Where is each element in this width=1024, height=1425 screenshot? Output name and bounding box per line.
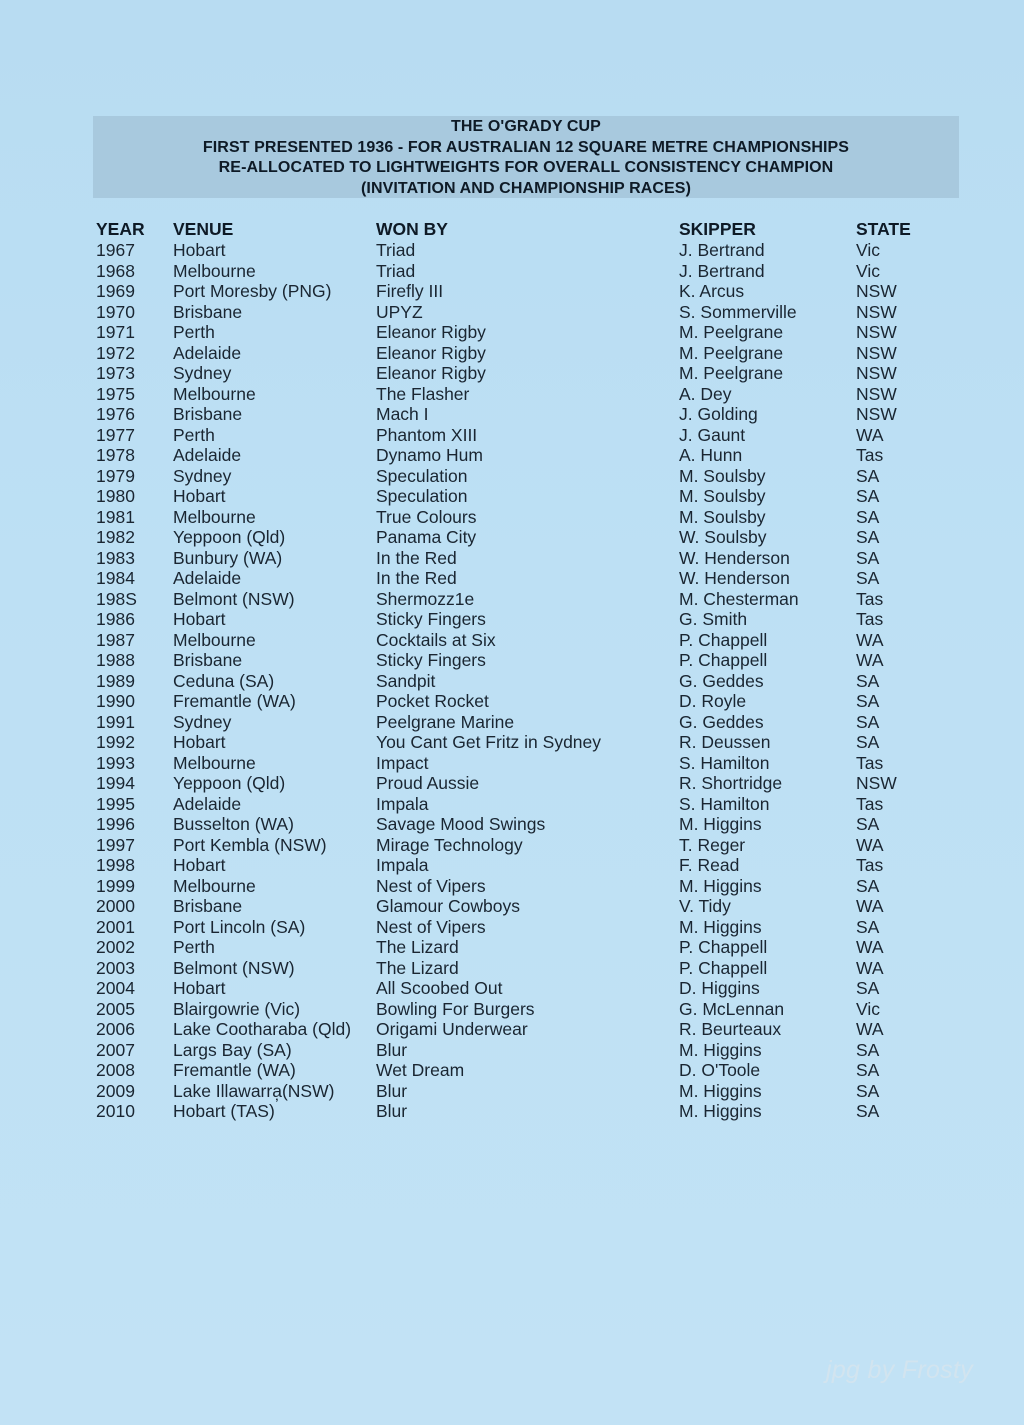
state-cell: SA <box>856 732 880 752</box>
won-by-cell: The Lizard <box>376 937 459 957</box>
venue-cell: Sydney <box>173 711 232 732</box>
venue-cell: Busselton (WA) <box>173 814 294 834</box>
title-line-1: THE O'GRADY CUP <box>451 118 601 135</box>
state-cell: WA <box>856 650 884 670</box>
skipper-cell: M. Soulsby <box>679 486 766 506</box>
venue-cell: Hobart <box>173 609 226 629</box>
table-row <box>96 958 936 979</box>
venue-cell: Perth <box>173 937 215 957</box>
year-cell: 1981 <box>96 506 135 527</box>
venue-cell: Belmont (NSW) <box>173 588 295 609</box>
venue-cell: Largs Bay (SA) <box>173 1039 292 1060</box>
venue-cell: Brisbane <box>173 896 243 916</box>
skipper-cell: M. Higgins <box>679 1080 762 1101</box>
won-by-cell: The Flasher <box>376 383 470 404</box>
year-cell: 1997 <box>96 834 135 855</box>
state-cell: Tas <box>856 752 884 773</box>
state-cell: SA <box>856 875 880 896</box>
state-cell: Vic <box>856 998 880 1019</box>
skipper-cell: M. Soulsby <box>679 506 766 527</box>
won-by-cell: Sandpit <box>376 670 436 691</box>
year-cell: 2002 <box>96 937 135 957</box>
year-cell: 1968 <box>96 260 135 281</box>
venue-cell: Adelaide <box>173 445 242 465</box>
state-cell: SA <box>856 486 880 506</box>
table-row <box>96 568 936 589</box>
won-by-cell: Triad <box>376 240 416 260</box>
watermark: jpg by Frosty <box>826 1356 974 1384</box>
year-cell: 1975 <box>96 383 135 404</box>
year-cell: 2000 <box>96 896 135 916</box>
year-cell: 1989 <box>96 670 135 691</box>
table-row <box>96 486 936 507</box>
won-by-cell: In the Red <box>376 568 457 588</box>
skipper-cell: R. Deussen <box>679 732 771 752</box>
state-cell: WA <box>856 957 884 978</box>
state-cell: SA <box>856 670 880 691</box>
won-by-cell: Savage Mood Swings <box>376 814 546 834</box>
venue-cell: Perth <box>173 322 215 342</box>
year-cell: 1973 <box>96 363 135 383</box>
table-row <box>96 343 936 364</box>
table-row <box>96 302 936 323</box>
year-cell: 2004 <box>96 978 135 998</box>
table-row <box>96 876 936 897</box>
venue-cell: Melbourne <box>173 260 256 281</box>
skipper-cell: W. Henderson <box>679 568 790 588</box>
venue-cell: Hobart <box>173 732 226 752</box>
table-row <box>96 404 936 425</box>
won-by-cell: Sticky Fingers <box>376 650 486 670</box>
table-row <box>96 466 936 487</box>
state-cell: NSW <box>856 301 897 322</box>
skipper-cell: M. Higgins <box>679 1101 762 1121</box>
year-cell: 1978 <box>96 445 135 465</box>
skipper-cell: A. Hunn <box>679 445 743 465</box>
year-cell: 1967 <box>96 240 135 260</box>
table-row <box>96 630 936 651</box>
won-by-cell: In the Red <box>376 547 457 568</box>
year-cell: 1969 <box>96 281 135 301</box>
state-cell: Tas <box>856 855 884 875</box>
venue-cell: Melbourne <box>173 506 256 527</box>
won-by-cell: Glamour Cowboys <box>376 896 520 916</box>
won-by-cell: Sticky Fingers <box>376 609 486 629</box>
venue-cell: Melbourne <box>173 752 256 773</box>
state-cell: SA <box>856 691 880 711</box>
venue-cell: Hobart <box>173 978 226 998</box>
skipper-cell: K. Arcus <box>679 281 745 301</box>
won-by-cell: Eleanor Rigby <box>376 322 486 342</box>
won-by-cell: Nest of Vipers <box>376 875 486 896</box>
state-cell: NSW <box>856 773 897 793</box>
won-by-cell: Mirage Technology <box>376 834 523 855</box>
year-cell: 2003 <box>96 957 135 978</box>
year-cell: 2006 <box>96 1019 135 1039</box>
table-row <box>96 917 936 938</box>
skipper-cell: V. Tidy <box>679 896 731 916</box>
state-cell: WA <box>856 896 884 916</box>
skipper-cell: P. Chappell <box>679 957 768 978</box>
won-by-cell: Pocket Rocket <box>376 691 489 711</box>
won-by-cell: Impact <box>376 752 429 773</box>
state-cell: SA <box>856 527 880 547</box>
column-header-state: STATE <box>856 218 911 239</box>
state-cell: SA <box>856 506 880 527</box>
table-row <box>96 650 936 671</box>
skipper-cell: R. Beurteaux <box>679 1019 782 1039</box>
state-cell: NSW <box>856 404 897 424</box>
state-cell: Vic <box>856 260 880 281</box>
table-row <box>96 999 936 1020</box>
won-by-cell: You Cant Get Fritz in Sydney <box>376 732 602 752</box>
venue-cell: Port Kembla (NSW) <box>173 834 327 855</box>
venue-cell: Port Lincoln (SA) <box>173 916 306 937</box>
column-header-year: YEAR <box>96 218 145 239</box>
year-cell: 1976 <box>96 404 135 424</box>
year-cell: 1984 <box>96 568 135 588</box>
state-cell: Vic <box>856 240 880 260</box>
skipper-cell: S. Hamilton <box>679 752 770 773</box>
state-cell: Tas <box>856 609 884 629</box>
skipper-cell: M. Higgins <box>679 814 762 834</box>
won-by-cell: Impala <box>376 793 429 814</box>
won-by-cell: Phantom XIII <box>376 424 478 445</box>
year-cell: 1993 <box>96 752 135 773</box>
table-row <box>96 363 936 384</box>
state-cell: WA <box>856 834 884 855</box>
table-row <box>96 732 936 753</box>
skipper-cell: P. Chappell <box>679 937 768 957</box>
year-cell: 1988 <box>96 650 135 670</box>
won-by-cell: Eleanor Rigby <box>376 363 486 383</box>
table-row <box>96 671 936 692</box>
venue-cell: Fremantle (WA) <box>173 691 296 711</box>
state-cell: SA <box>856 916 880 937</box>
state-cell: SA <box>856 568 880 588</box>
won-by-cell: Panama City <box>376 527 477 547</box>
year-cell: 1990 <box>96 691 135 711</box>
state-cell: SA <box>856 1101 880 1121</box>
skipper-cell: M. Peelgrane <box>679 363 784 383</box>
skipper-cell: P. Chappell <box>679 650 768 670</box>
title-line-3: RE-ALLOCATED TO LIGHTWEIGHTS FOR OVERALL CONSISTENCY CHAMPION <box>218 159 834 176</box>
table-row <box>96 548 936 569</box>
state-cell: SA <box>856 978 880 998</box>
skipper-cell: J. Bertrand <box>679 260 765 281</box>
column-header-venue: VENUE <box>173 218 234 239</box>
table-row <box>96 773 936 794</box>
skipper-cell: G. Geddes <box>679 711 764 732</box>
state-cell: NSW <box>856 363 897 383</box>
year-cell: 2010 <box>96 1101 135 1121</box>
state-cell: WA <box>856 424 884 445</box>
venue-cell: Sydney <box>173 363 232 383</box>
venue-cell: Hobart <box>173 855 226 875</box>
venue-cell: Adelaide <box>173 568 242 588</box>
year-cell: 2005 <box>96 998 135 1019</box>
won-by-cell: Blur <box>376 1101 408 1121</box>
venue-cell: Port Moresby (PNG) <box>173 281 332 301</box>
venue-cell: Ceduna (SA) <box>173 670 275 691</box>
venue-cell: Belmont (NSW) <box>173 957 295 978</box>
state-cell: SA <box>856 814 880 834</box>
table-row <box>96 240 936 261</box>
year-cell: 1992 <box>96 732 135 752</box>
year-cell: 1994 <box>96 773 135 793</box>
won-by-cell: Peelgrane Marine <box>376 711 515 732</box>
won-by-cell: The Lizard <box>376 957 459 978</box>
skipper-cell: T. Reger <box>679 834 746 855</box>
won-by-cell: Impala <box>376 855 429 875</box>
won-by-cell: Bowling For Burgers <box>376 998 535 1019</box>
skipper-cell: R. Shortridge <box>679 773 783 793</box>
skipper-cell: P. Chappell <box>679 629 768 650</box>
state-cell: SA <box>856 465 880 486</box>
state-cell: Tas <box>856 445 884 465</box>
venue-cell: Yeppoon (Qld) <box>173 773 286 793</box>
venue-cell: Lake Cootharaba (Qld) <box>173 1019 352 1039</box>
skipper-cell: J. Golding <box>679 404 758 424</box>
skipper-cell: M. Higgins <box>679 875 762 896</box>
won-by-cell: Blur <box>376 1080 408 1101</box>
title-banner <box>93 116 959 198</box>
year-cell: 2008 <box>96 1060 135 1080</box>
results-table <box>96 218 936 1122</box>
year-cell: 1996 <box>96 814 135 834</box>
year-cell: 1980 <box>96 486 135 506</box>
won-by-cell: Speculation <box>376 486 468 506</box>
skipper-cell: M. Higgins <box>679 1039 762 1060</box>
skipper-cell: S. Sommerville <box>679 301 797 322</box>
table-row <box>96 1060 936 1081</box>
table-row <box>96 1040 936 1061</box>
skipper-cell: M. Higgins <box>679 916 762 937</box>
year-cell: 1987 <box>96 629 135 650</box>
skipper-cell: M. Peelgrane <box>679 322 784 342</box>
table-row <box>96 507 936 528</box>
table-row <box>96 937 936 958</box>
won-by-cell: Origami Underwear <box>376 1019 528 1039</box>
venue-cell: Hobart (TAS) <box>173 1101 275 1121</box>
year-cell: 1986 <box>96 609 135 629</box>
skipper-cell: W. Soulsby <box>679 527 767 547</box>
won-by-cell: Dynamo Hum <box>376 445 483 465</box>
year-cell: 1972 <box>96 342 135 363</box>
state-cell: SA <box>856 1080 880 1101</box>
year-cell: 2001 <box>96 916 135 937</box>
state-cell: NSW <box>856 281 897 301</box>
table-row <box>96 281 936 302</box>
table-row <box>96 1081 936 1102</box>
venue-cell: Fremantle (WA) <box>173 1060 296 1080</box>
venue-cell: Adelaide <box>173 342 242 363</box>
venue-cell: Bunbury (WA) <box>173 547 283 568</box>
table-row <box>96 609 936 630</box>
year-cell: 2009 <box>96 1080 135 1101</box>
table-row <box>96 835 936 856</box>
won-by-cell: Shermozz1e <box>376 588 475 609</box>
state-cell: SA <box>856 711 880 732</box>
table-row <box>96 753 936 774</box>
table-row <box>96 425 936 446</box>
won-by-cell: Firefly III <box>376 281 444 301</box>
venue-cell: Hobart <box>173 486 226 506</box>
title-line-2: FIRST PRESENTED 1936 - FOR AUSTRALIAN 12 SQUARE METRE CHAMPIONSHIPS <box>202 138 850 156</box>
year-cell: 1979 <box>96 465 135 486</box>
skipper-cell: M. Chesterman <box>679 588 799 609</box>
won-by-cell: True Colours <box>376 506 477 527</box>
skipper-cell: G. Geddes <box>679 670 764 691</box>
table-row <box>96 322 936 343</box>
table-row <box>96 445 936 466</box>
skipper-cell: J. Bertrand <box>679 240 765 260</box>
state-cell: SA <box>856 547 880 568</box>
table-row <box>96 527 936 548</box>
year-cell: 1970 <box>96 301 135 322</box>
skipper-cell: G. McLennan <box>679 998 785 1019</box>
year-cell: 1971 <box>96 322 135 342</box>
year-cell: 1983 <box>96 547 135 568</box>
venue-cell: Melbourne <box>173 383 256 404</box>
venue-cell: Melbourne <box>173 875 256 896</box>
table-row <box>96 691 936 712</box>
table-row <box>96 712 936 733</box>
won-by-cell: All Scoobed Out <box>376 978 503 998</box>
year-cell: 198S <box>96 588 137 609</box>
state-cell: WA <box>856 629 884 650</box>
won-by-cell: Triad <box>376 260 416 281</box>
venue-cell: Yeppoon (Qld) <box>173 527 286 547</box>
state-cell: Tas <box>856 793 884 814</box>
year-cell: 2007 <box>96 1039 135 1060</box>
column-header-won-by: WON BY <box>376 218 448 239</box>
venue-cell: Brisbane <box>173 650 243 670</box>
column-header-skipper: SKIPPER <box>679 218 756 239</box>
year-cell: 1991 <box>96 711 135 732</box>
won-by-cell: Cocktails at Six <box>376 629 496 650</box>
state-cell: NSW <box>856 322 897 342</box>
skipper-cell: W. Henderson <box>679 547 790 568</box>
table-row <box>96 978 936 999</box>
table-row <box>96 261 936 282</box>
venue-cell: Brisbane <box>173 301 243 322</box>
state-cell: NSW <box>856 342 897 363</box>
venue-cell: Sydney <box>173 465 232 486</box>
state-cell: WA <box>856 1019 884 1039</box>
won-by-cell: Nest of Vipers <box>376 916 486 937</box>
venue-cell: Adelaide <box>173 793 242 814</box>
skipper-cell: D. Royle <box>679 691 747 711</box>
year-cell: 1999 <box>96 875 135 896</box>
year-cell: 1977 <box>96 424 135 445</box>
table-row <box>96 814 936 835</box>
skipper-cell: F. Read <box>679 855 740 875</box>
venue-cell: Lake Illawarra̦(NSW) <box>173 1080 335 1101</box>
venue-cell: Blairgowrie (Vic) <box>173 998 301 1019</box>
skipper-cell: D. O'Toole <box>679 1060 761 1080</box>
state-cell: WA <box>856 937 884 957</box>
won-by-cell: Speculation <box>376 465 468 486</box>
title-line-4: (INVITATION AND CHAMPIONSHIP RACES) <box>360 179 692 197</box>
table-row <box>96 384 936 405</box>
skipper-cell: A. Dey <box>679 383 732 404</box>
table-row <box>96 896 936 917</box>
table-row <box>96 794 936 815</box>
venue-cell: Perth <box>173 424 215 445</box>
table-row <box>96 1101 936 1122</box>
won-by-cell: Mach I <box>376 404 429 424</box>
venue-cell: Melbourne <box>173 629 256 650</box>
table-row <box>96 855 936 876</box>
won-by-cell: Proud Aussie <box>376 773 480 793</box>
year-cell: 1998 <box>96 855 135 875</box>
skipper-cell: J. Gaunt <box>679 424 746 445</box>
venue-cell: Hobart <box>173 240 226 260</box>
venue-cell: Brisbane <box>173 404 243 424</box>
state-cell: SA <box>856 1039 880 1060</box>
skipper-cell: S. Hamilton <box>679 793 770 814</box>
state-cell: NSW <box>856 383 897 404</box>
table-row <box>96 589 936 610</box>
won-by-cell: UPYZ <box>376 301 423 322</box>
won-by-cell: Wet Dream <box>376 1060 465 1080</box>
skipper-cell: G. Smith <box>679 609 748 629</box>
won-by-cell: Eleanor Rigby <box>376 342 486 363</box>
year-cell: 1995 <box>96 793 135 814</box>
table-header-row <box>96 218 936 240</box>
skipper-cell: M. Peelgrane <box>679 342 784 363</box>
year-cell: 1982 <box>96 527 135 547</box>
table-body <box>96 240 936 1122</box>
state-cell: SA <box>856 1060 880 1080</box>
state-cell: Tas <box>856 588 884 609</box>
table-row <box>96 1019 936 1040</box>
won-by-cell: Blur <box>376 1039 408 1060</box>
skipper-cell: M. Soulsby <box>679 465 766 486</box>
skipper-cell: D. Higgins <box>679 978 760 998</box>
